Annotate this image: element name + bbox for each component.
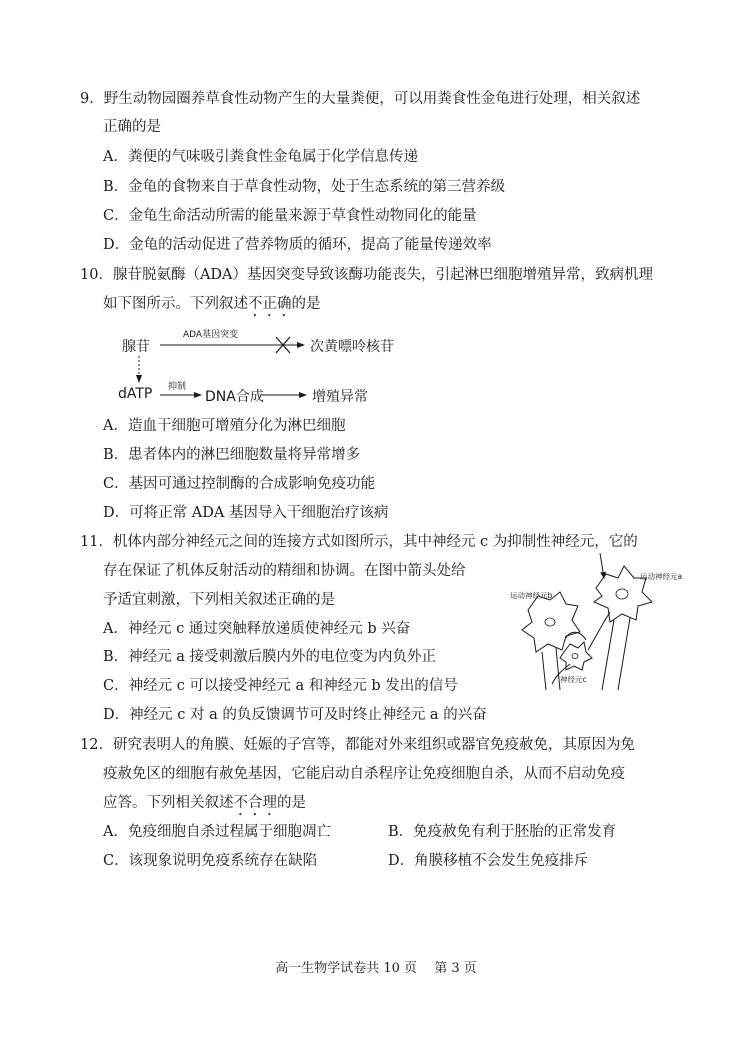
label-adenosine: 腺苷: [122, 339, 150, 355]
q10-emphasis: 不正确: [248, 296, 292, 312]
label-neuron-c: 神经元c: [560, 675, 587, 684]
q11-option-b: B．神经元 a 接受刺激后膜内外的电位变为内负外正: [103, 649, 437, 665]
q12-stem-line3: [103, 793, 306, 819]
label-datp: dATP: [118, 386, 153, 402]
neuron-c-nucleus: [572, 654, 578, 659]
a-to-c-collateral: [588, 612, 610, 650]
q11-option-d: D．神经元 c 对 a 的负反馈调节可及时终止神经元 a 的兴奋: [103, 707, 487, 723]
q12-option-b: B．免疫赦免有利于胚胎的正常发育: [388, 824, 617, 840]
q12-stem-line1: 12．研究表明人的角膜、妊娠的子宫等，都能对外来组织或器官免疫赦免，其原因为免: [80, 737, 635, 753]
q10-stem-line1: 10．腺苷脱氨酶（ADA）基因突变导致该酶功能丧失，引起淋巴细胞增殖异常，致病机理: [80, 267, 654, 283]
q12-option-a: A．免疫细胞自杀过程属于细胞凋亡: [103, 824, 331, 840]
q11-option-c: C．神经元 c 可以接受神经元 a 和神经元 b 发出的信号: [103, 678, 458, 694]
q10-option-a: A．造血干细胞可增殖分化为淋巴细胞: [103, 418, 346, 434]
q9-option-b: B．金龟的食物来自于草食性动物，处于生态系统的第三营养级: [103, 179, 506, 195]
label-motor-neuron-a: 运动神经元a: [640, 572, 683, 581]
q10-stem-text: 如下图所示。下列叙述: [103, 296, 248, 312]
label-inhibit: 抑制: [168, 382, 187, 392]
q9-option-d: D．金龟的活动促进了营养物质的循环，提高了能量传递效率: [103, 237, 492, 253]
q10-option-c: C．基因可通过控制酶的合成影响免疫功能: [103, 476, 376, 492]
neuron-b-axon: [542, 648, 560, 690]
q12-option-d: D．角膜移植不会发生免疫排斥: [388, 853, 589, 869]
neuron-b-nucleus: [545, 618, 555, 626]
q10-option-d: D．可将正常 ADA 基因导入干细胞治疗该病: [103, 505, 389, 521]
label-ada-mutation: ADA基因突变: [183, 330, 239, 340]
q12-option-c: C．该现象说明免疫系统存在缺陷: [103, 853, 318, 869]
label-dna-synthesis: DNA合成: [205, 389, 264, 405]
q11-stem-line1: 11．机体内部分神经元之间的连接方式如图所示，其中神经元 c 为抑制性神经元，它的: [80, 534, 638, 550]
page-footer: 高一生物学试卷共 10 页 第 3 页: [275, 961, 477, 976]
label-abnormal-proliferation: 增殖异常: [312, 389, 368, 405]
label-hypoxanthine-nucleoside: 次黄嘌呤核苷: [310, 339, 394, 355]
neuron-c-body: [560, 642, 592, 670]
q9-option-a: A．粪便的气味吸引粪食性金龟属于化学信息传递: [103, 149, 418, 165]
q11-stem-line3: 予适宜刺激，下列相关叙述正确的是: [103, 592, 335, 608]
q12-emphasis: 不合理: [233, 795, 277, 811]
neuron-b-body: [522, 592, 580, 652]
q10-option-b: B．患者体内的淋巴细胞数量将异常增多: [103, 447, 361, 463]
stimulus-arrow: [600, 553, 604, 578]
q11-option-a: A．神经元 c 通过突触释放递质使神经元 b 兴奋: [103, 621, 411, 637]
q10-stem-tail: 的是: [291, 296, 321, 312]
neuron-a-nucleus: [616, 589, 628, 599]
q12-stem-text: 应答。下列相关叙述: [103, 795, 234, 811]
q9-stem-line1: 9．野生动物园圈养草食性动物产生的大量粪便，可以用粪食性金龟进行处理，相关叙述: [80, 91, 641, 107]
label-motor-neuron-b: 运动神经元b: [510, 591, 553, 600]
q12-stem-tail: 的是: [277, 795, 306, 811]
q12-stem-line2: 疫赦免区的细胞有赦免基因，它能启动自杀程序让免疫细胞自杀，从而不启动免疫: [103, 766, 625, 782]
neuron-a-axon: [602, 618, 630, 690]
q9-option-c: C．金龟生命活动所需的能量来源于草食性动物同化的能量: [103, 208, 477, 224]
q11-stem-line2: 存在保证了机体反射活动的精细和协调。在图中箭头处给: [103, 563, 466, 579]
q9-stem-line2: 正确的是: [103, 119, 161, 135]
